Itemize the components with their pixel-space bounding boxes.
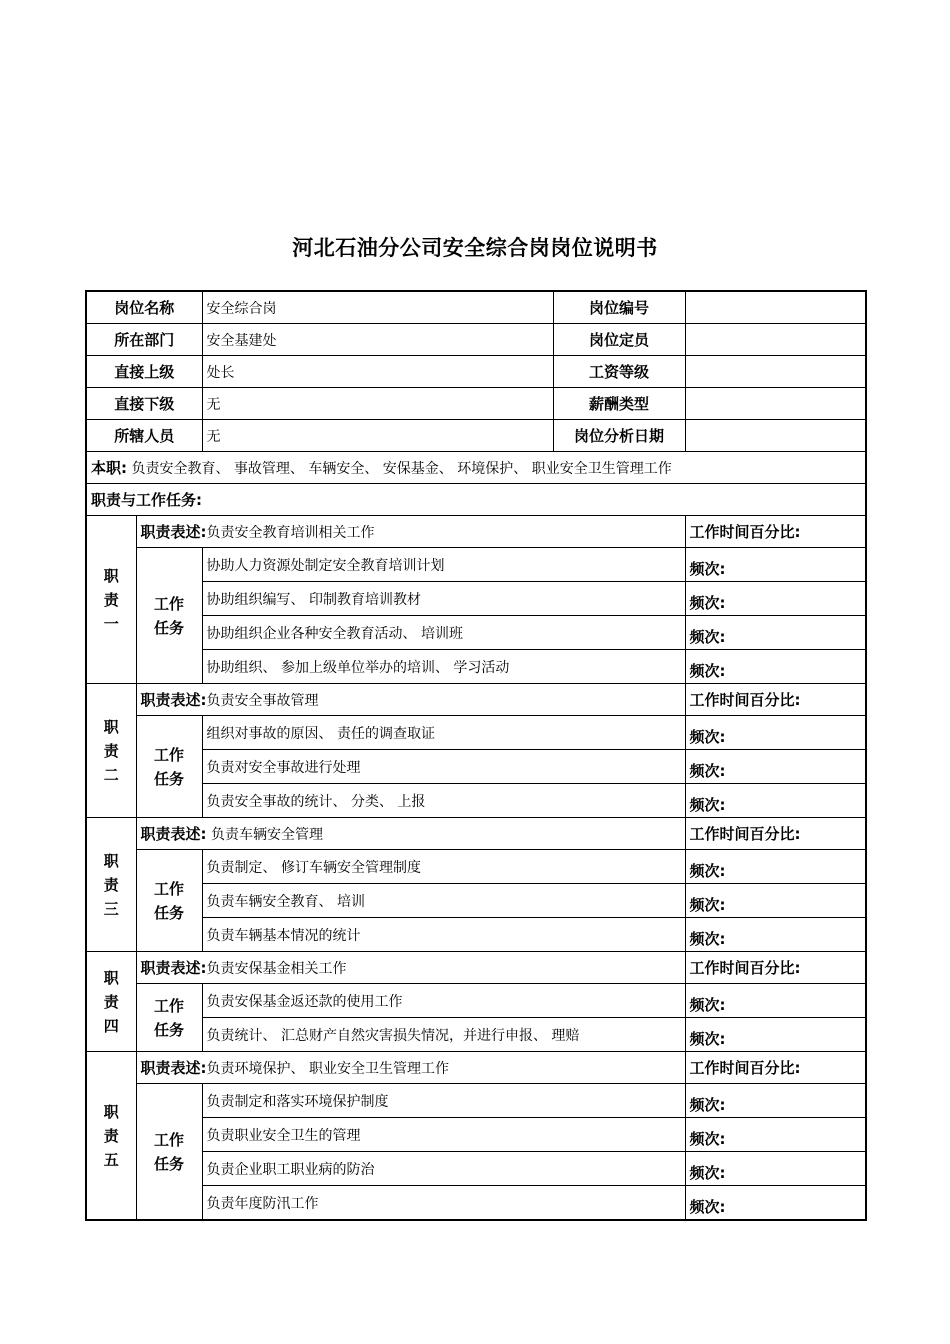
frequency-label[interactable]: 频次: [685, 850, 866, 884]
task-label [136, 1084, 202, 1221]
field-label: 岗位定员 [553, 324, 685, 356]
task-label-text: 工作任务 [153, 996, 184, 1039]
task-row [86, 1186, 866, 1221]
field-label: 直接上级 [86, 356, 202, 388]
field-value[interactable] [685, 291, 866, 324]
task-row [86, 884, 866, 918]
task-row [86, 750, 866, 784]
task-text: 负责统计、 汇总财产自然灾害损失情况，并进行申报、 理赔 [202, 1018, 685, 1052]
task-text: 负责制定和落实环境保护制度 [202, 1084, 685, 1118]
task-row [86, 616, 866, 650]
header-row [86, 388, 866, 420]
duty-name: 职责三 [86, 818, 136, 952]
statement-label: 职责表述: [140, 523, 207, 541]
task-text: 负责车辆基本情况的统计 [202, 918, 685, 952]
frequency-label[interactable]: 频次: [685, 650, 866, 684]
time-percent-label[interactable]: 工作时间百分比: [685, 1052, 866, 1084]
frequency-label[interactable]: 频次: [685, 884, 866, 918]
field-label: 直接下级 [86, 388, 202, 420]
time-percent-label[interactable]: 工作时间百分比: [685, 516, 866, 548]
task-row [86, 650, 866, 684]
frequency-label[interactable]: 频次: [685, 548, 866, 582]
task-label-text: 工作任务 [153, 879, 184, 922]
frequency-label[interactable]: 频次: [685, 582, 866, 616]
field-value[interactable]: 处长 [202, 356, 553, 388]
frequency-label[interactable]: 频次: [685, 1084, 866, 1118]
statement-label: 职责表述: [140, 825, 207, 843]
task-label-text: 工作任务 [153, 745, 184, 788]
task-row [86, 548, 866, 582]
main-duty-label: 本职: [91, 459, 127, 477]
frequency-label[interactable]: 频次: [685, 616, 866, 650]
task-label [136, 716, 202, 818]
time-percent-label[interactable]: 工作时间百分比: [685, 684, 866, 716]
duty-statement-row [86, 1052, 866, 1084]
duty-name: 职责四 [86, 952, 136, 1052]
task-text: 协助组织企业各种安全教育活动、 培训班 [202, 616, 685, 650]
task-text: 负责安保基金返还款的使用工作 [202, 984, 685, 1018]
duty-statement-row [86, 516, 866, 548]
frequency-label[interactable]: 频次: [685, 1186, 866, 1221]
duty-statement-row [86, 684, 866, 716]
main-duty-row [86, 452, 866, 484]
task-label [136, 850, 202, 952]
task-text: 负责职业安全卫生的管理 [202, 1118, 685, 1152]
task-row [86, 1084, 866, 1118]
task-label [136, 548, 202, 684]
task-text: 协助组织、 参加上级单位举办的培训、 学习活动 [202, 650, 685, 684]
task-text: 负责企业职工职业病的防治 [202, 1152, 685, 1186]
field-label: 工资等级 [553, 356, 685, 388]
field-value[interactable] [685, 324, 866, 356]
header-row [86, 324, 866, 356]
field-label: 所在部门 [86, 324, 202, 356]
statement-label: 职责表述: [140, 691, 207, 709]
task-text: 负责车辆安全教育、 培训 [202, 884, 685, 918]
task-row [86, 784, 866, 818]
duty-name: 职责五 [86, 1052, 136, 1221]
task-text: 协助组织编写、 印制教育培训教材 [202, 582, 685, 616]
task-text: 负责安全事故的统计、 分类、 上报 [202, 784, 685, 818]
statement-text: 负责环境保护、 职业安全卫生管理工作 [206, 1061, 449, 1077]
task-row [86, 1152, 866, 1186]
field-value[interactable]: 安全综合岗 [202, 291, 553, 324]
frequency-label[interactable]: 频次: [685, 716, 866, 750]
time-percent-label[interactable]: 工作时间百分比: [685, 818, 866, 850]
field-value[interactable] [685, 388, 866, 420]
frequency-label[interactable]: 频次: [685, 1152, 866, 1186]
statement-text: 负责安保基金相关工作 [206, 961, 347, 977]
field-value[interactable]: 无 [202, 420, 553, 452]
task-row [86, 850, 866, 884]
frequency-label[interactable]: 频次: [685, 784, 866, 818]
duty-statement-row [86, 952, 866, 984]
header-row [86, 356, 866, 388]
task-row [86, 582, 866, 616]
field-label: 薪酬类型 [553, 388, 685, 420]
frequency-label[interactable]: 频次: [685, 750, 866, 784]
field-label: 岗位编号 [553, 291, 685, 324]
duties-header: 职责与工作任务: [86, 484, 866, 516]
statement-label: 职责表述: [140, 1059, 207, 1077]
task-text: 组织对事故的原因、 责任的调查取证 [202, 716, 685, 750]
task-text: 协助人力资源处制定安全教育培训计划 [202, 548, 685, 582]
job-description-table [85, 290, 867, 1221]
frequency-label[interactable]: 频次: [685, 1018, 866, 1052]
field-label: 岗位名称 [86, 291, 202, 324]
task-row [86, 1018, 866, 1052]
task-row [86, 984, 866, 1018]
time-percent-label[interactable]: 工作时间百分比: [685, 952, 866, 984]
field-value[interactable]: 无 [202, 388, 553, 420]
header-row [86, 420, 866, 452]
statement-text: 负责安全教育培训相关工作 [206, 525, 375, 541]
task-text: 负责制定、 修订车辆安全管理制度 [202, 850, 685, 884]
task-row [86, 716, 866, 750]
statement-text: 负责安全事故管理 [206, 693, 319, 709]
task-row [86, 1118, 866, 1152]
task-label-text: 工作任务 [153, 1130, 184, 1173]
task-label-text: 工作任务 [153, 594, 184, 637]
field-label: 所辖人员 [86, 420, 202, 452]
field-value[interactable] [685, 420, 866, 452]
header-row [86, 291, 866, 324]
duty-name: 职责一 [86, 516, 136, 684]
frequency-label[interactable]: 频次: [685, 918, 866, 952]
task-text: 负责年度防汛工作 [202, 1186, 685, 1221]
page-title: 河北石油分公司安全综合岗岗位说明书 [292, 236, 658, 260]
duty-statement-row [86, 818, 866, 850]
field-value[interactable] [685, 356, 866, 388]
field-label: 岗位分析日期 [553, 420, 685, 452]
frequency-label[interactable]: 频次: [685, 1118, 866, 1152]
frequency-label[interactable]: 频次: [685, 984, 866, 1018]
duties-header-row [86, 484, 866, 516]
field-value[interactable]: 安全基建处 [202, 324, 553, 356]
task-label [136, 984, 202, 1052]
main-duty-text: 负责安全教育、 事故管理、 车辆安全、 安保基金、 环境保护、 职业安全卫生管理工作 [131, 461, 672, 477]
task-row [86, 918, 866, 952]
statement-label: 职责表述: [140, 959, 207, 977]
statement-text: 负责车辆安全管理 [206, 827, 323, 843]
task-text: 负责对安全事故进行处理 [202, 750, 685, 784]
duty-name: 职责二 [86, 684, 136, 818]
